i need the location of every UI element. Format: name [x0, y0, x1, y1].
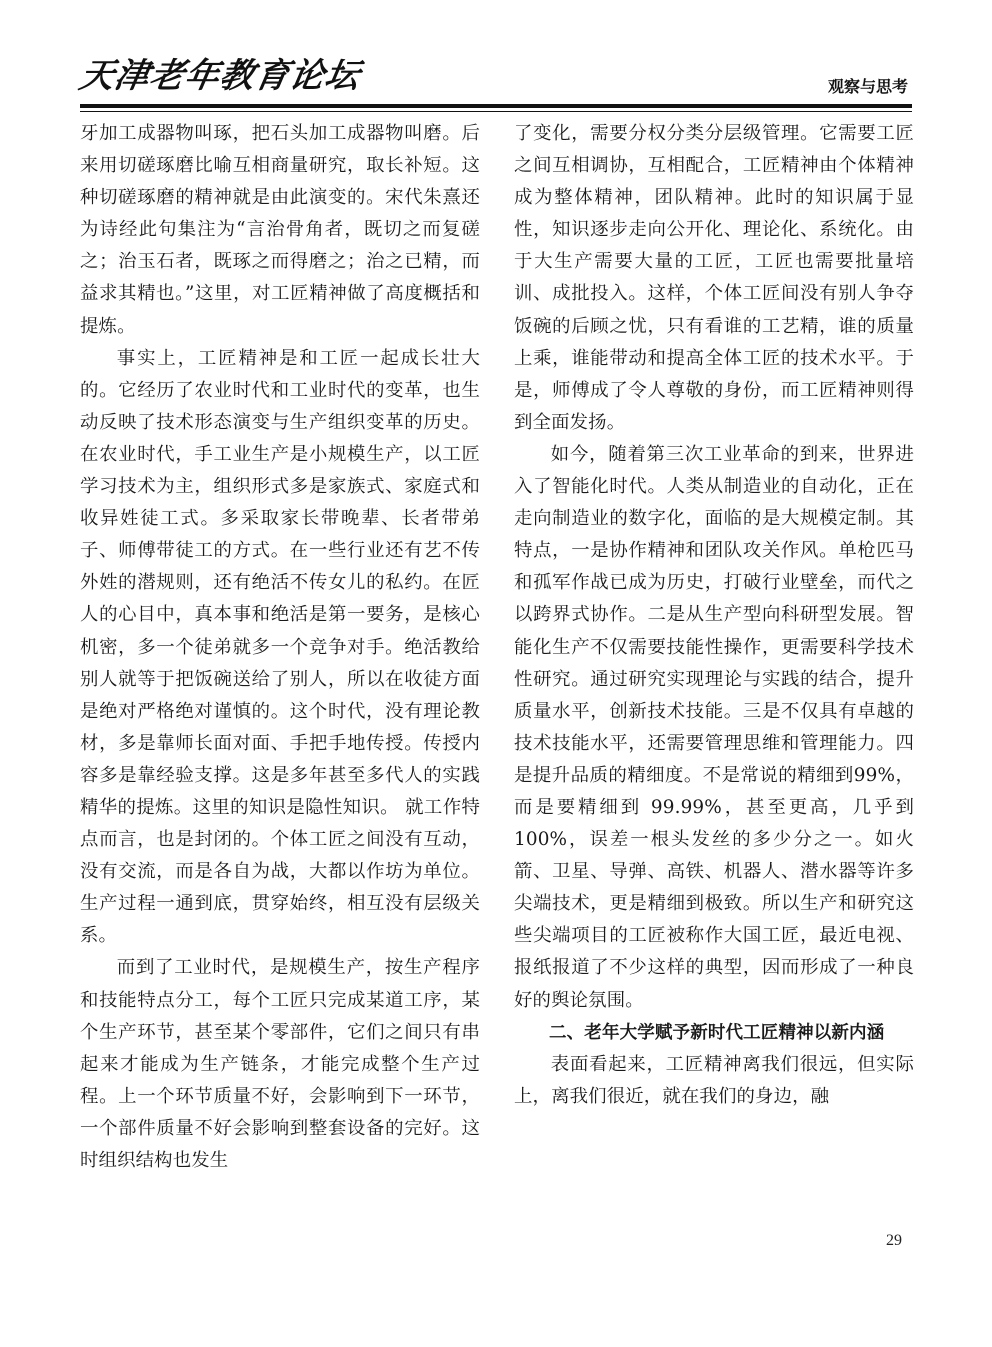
paragraph: 牙加工成器物叫琢，把石头加工成器物叫磨。后来用切磋琢磨比喻互相商量研究，取长补短。这种切磋琢磨的精神就是由此演变的。宋代朱熹还为诗经此句集注为“言治骨角者，既切之而复磋之；治玉石者，既琢之而得磨之；治之已精，而益求其精也。”这里，对工匠精神做了高度概括和提炼。 — [80, 123, 480, 337]
page-header — [76, 56, 912, 104]
page-number: 29 — [886, 1232, 902, 1249]
header-rule-thick — [80, 104, 912, 108]
paragraph: 事实上，工匠精神是和工匠一起成长壮大的。它经历了农业时代和工业时代的变革，也生动反映了技术形态演变与生产组织变革的历史。在农业时代，手工业生产是小规模生产，以工匠学习技术为主，组织形式多是家族式、家庭式和收异姓徒工式。多采取家长带晚辈、长者带弟子、师傅带徒工的方式。在一些行业还有艺不传外姓的潜规则，还有绝活不传女儿的私约。在匠人的心目中，真本事和绝活是第一要务，是核心机密，多一个徒弟就多一个竞争对手。绝活教给别人就等于把饭碗送给了别人，所以在收徒方面是绝对严格绝对谨慎的。这个时代，没有理论教材，多是靠师长面对面、手把手地传授。传授内容多是靠经验支撑。这是多年甚至多代人的实践精华的提炼。这里的知识是隐性知识。 就工作特点而言，也是封闭的。个体工匠之间没有互动，没有交流，而是各自为战，大都以作坊为单位。生产过程一通到底，贯穿始终，相互没有层级关系。 — [80, 347, 480, 947]
left-column — [80, 118, 480, 1177]
paragraph: 如今，随着第三次工业革命的到来，世界进入了智能化时代。人类从制造业的自动化，正在走向制造业的数字化，面临的是大规模定制。其特点，一是协作精神和团队攻关作风。单枪匹马和孤军作战已成为历史，打破行业壁垒，而代之以跨界式协作。二是从生产型向科研型发展。智能化生产不仅需要技能性操作，更需要科学技术性研究。通过研究实现理论与实践的结合，提升质量水平，创新技术技能。三是不仅具有卓越的技术技能水平，还需要管理思维和管理能力。四是提升品质的精细度。不是常说的精细到99%，而是要精细到 99.99%，甚至更高，几乎到100%，误差一根头发丝的多少分之一。如火箭、卫星、导弹、高铁、机器人、潜水器等许多尖端技术，更是精细到极致。所以生产和研究这些尖端项目的工匠被称作大国工匠，最近电视、报纸报道了不少这样的典型，因而形成了一种良好的舆论氛围。 — [514, 443, 914, 1011]
journal-logo: 天津老年教育论坛 — [76, 56, 364, 96]
right-column — [514, 118, 914, 1113]
paragraph: 而到了工业时代，是规模生产，按生产程序和技能特点分工，每个工匠只完成某道工序，某个生产环节，甚至某个零部件，它们之间只有串起来才能成为生产链条，才能完成整个生产过程。上一个环节质量不好，会影响到下一环节，一个部件质量不好会影响到整套设备的完好。这时组织结构也发生 — [80, 957, 480, 1171]
paragraph: 了变化，需要分权分类分层级管理。它需要工匠之间互相调协，互相配合，工匠精神由个体精神成为整体精神，团队精神。此时的知识属于显性，知识逐步走向公开化、理论化、系统化。由于大生产需要大量的工匠，工匠也需要批量培训、成批投入。这样，个体工匠间没有别人争夺饭碗的后顾之忧，只有看谁的工艺精，谁的质量上乘，谁能带动和提高全体工匠的技术水平。于是，师傅成了令人尊敬的身份，而工匠精神则得到全面发扬。 — [514, 123, 914, 433]
paragraph: 表面看起来，工匠精神离我们很远，但实际上，离我们很近，就在我们的身边，融 — [514, 1053, 914, 1107]
section-heading: 二、老年大学赋予新时代工匠精神以新内涵 — [549, 1022, 885, 1043]
header-rule-thin — [80, 111, 912, 112]
section-title: 观察与思考 — [827, 77, 908, 96]
